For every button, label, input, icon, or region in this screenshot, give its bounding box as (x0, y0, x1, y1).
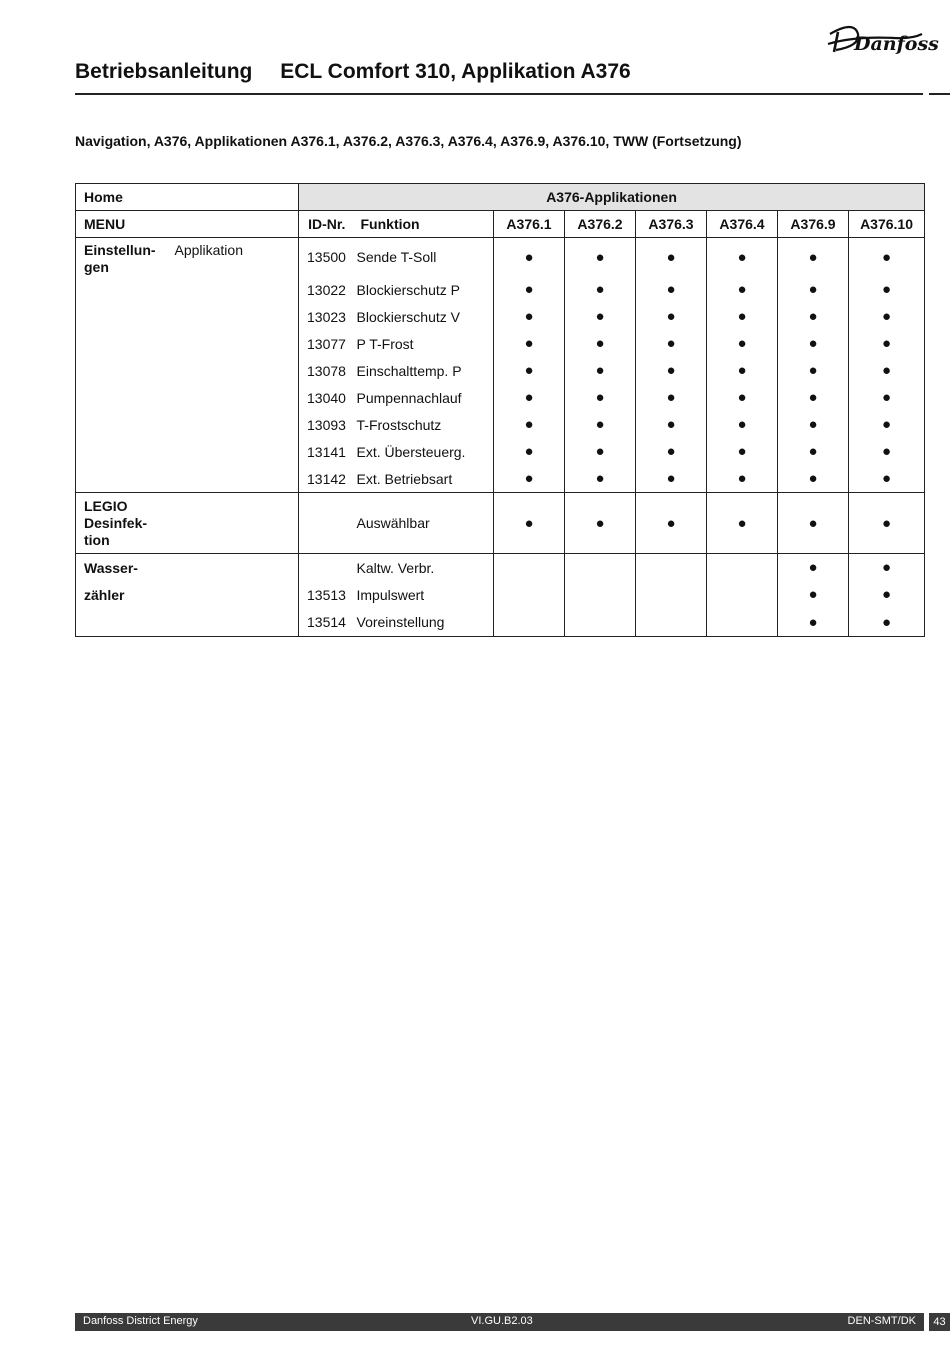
table-row (76, 384, 925, 411)
id-cell: 13142 (307, 470, 346, 487)
empty-cell (167, 357, 299, 384)
bullet-mark: ● (494, 330, 565, 357)
bullet-mark: ● (707, 330, 778, 357)
table-row (76, 330, 925, 357)
function-cell: T-Frostschutz (356, 416, 442, 433)
empty-cell (167, 411, 299, 438)
bullet-mark: ● (849, 608, 925, 637)
bullet-mark: ● (778, 554, 849, 582)
empty-mark (636, 581, 707, 608)
doc-title: Betriebsanleitung (75, 60, 253, 83)
navigation-table (75, 183, 925, 637)
id-cell: 13514 (299, 608, 355, 637)
id-cell (299, 554, 355, 582)
app-col-header: A376.3 (636, 211, 707, 238)
empty-cell (167, 303, 299, 330)
empty-cell (76, 384, 167, 411)
home-label: Home (76, 184, 299, 211)
empty-cell (76, 303, 167, 330)
bullet-mark: ● (494, 493, 565, 554)
bullet-mark: ● (707, 411, 778, 438)
bullet-mark: ● (707, 238, 778, 277)
bullet-mark: ● (636, 438, 707, 465)
empty-cell (76, 438, 167, 465)
empty-cell (167, 276, 299, 303)
bullet-mark: ● (636, 303, 707, 330)
bullet-mark: ● (849, 330, 925, 357)
empty-cell (167, 438, 299, 465)
bullet-mark: ● (707, 493, 778, 554)
bullet-mark: ● (636, 357, 707, 384)
bullet-mark: ● (849, 465, 925, 493)
table-row (76, 238, 925, 277)
footer-department: DEN-SMT/DK (847, 1315, 916, 1327)
bullet-mark: ● (494, 303, 565, 330)
header-rule-tail (929, 93, 950, 95)
bullet-mark: ● (565, 238, 636, 277)
app-col-header: A376.10 (849, 211, 925, 238)
bullet-mark: ● (494, 384, 565, 411)
bullet-mark: ● (778, 276, 849, 303)
function-cell: Ext. Betriebsart (356, 470, 453, 487)
table-row (76, 493, 925, 554)
id-cell: 13500 (299, 238, 355, 277)
id-cell: 13141 (307, 443, 346, 460)
id-cell: 13023 (307, 308, 346, 325)
table-row (76, 581, 925, 608)
empty-cell (167, 608, 299, 637)
function-cell: Auswählbar (355, 493, 494, 554)
empty-cell (76, 330, 167, 357)
bullet-mark: ● (849, 438, 925, 465)
bullet-mark: ● (636, 465, 707, 493)
app-col-header: A376.1 (494, 211, 565, 238)
bullet-mark: ● (778, 303, 849, 330)
id-cell: 13022 (307, 281, 346, 298)
bullet-mark: ● (707, 438, 778, 465)
id-cell: 13513 (307, 586, 346, 603)
empty-mark (707, 554, 778, 582)
bullet-mark: ● (778, 238, 849, 277)
page-header (75, 60, 923, 84)
empty-cell (167, 554, 299, 582)
empty-mark (565, 581, 636, 608)
doc-subtitle: ECL Comfort 310, Applikation A376 (280, 60, 631, 83)
section-title: Navigation, A376, Applikationen A376.1, A376.2, A376.3, A376.4, A376.9, A376.10, TWW (Fortsetzung) (75, 133, 742, 149)
menu-group-label: Wasser- (76, 554, 167, 582)
empty-cell (167, 330, 299, 357)
bullet-mark: ● (707, 384, 778, 411)
menu-label: MENU (76, 211, 299, 238)
empty-cell (167, 384, 299, 411)
menu-group-label: Einstellun- gen (76, 238, 167, 277)
empty-cell (167, 581, 299, 608)
id-cell (299, 493, 355, 554)
footer-company: Danfoss District Energy (83, 1315, 198, 1327)
table-row (76, 276, 925, 303)
bullet-mark: ● (707, 357, 778, 384)
function-cell: Blockierschutz P (356, 281, 460, 298)
bullet-mark: ● (565, 357, 636, 384)
id-cell: 13040 (307, 389, 346, 406)
function-cell: Ext. Übersteuerg. (356, 443, 466, 460)
empty-cell (76, 276, 167, 303)
bullet-mark: ● (778, 438, 849, 465)
bullet-mark: ● (707, 276, 778, 303)
bullet-mark: ● (494, 276, 565, 303)
empty-cell (76, 608, 167, 637)
app-col-header: A376.2 (565, 211, 636, 238)
function-cell: Pumpennachlauf (356, 389, 462, 406)
bullet-mark: ● (565, 411, 636, 438)
page-number: 43 (929, 1313, 950, 1331)
bullet-mark: ● (636, 493, 707, 554)
bullet-mark: ● (565, 493, 636, 554)
table-row (76, 465, 925, 493)
bullet-mark: ● (494, 357, 565, 384)
empty-cell (76, 465, 167, 493)
empty-mark (636, 554, 707, 582)
empty-mark (494, 581, 565, 608)
bullet-mark: ● (636, 330, 707, 357)
bullet-mark: ● (778, 608, 849, 637)
table-row (76, 554, 925, 582)
bullet-mark: ● (636, 276, 707, 303)
bullet-mark: ● (778, 357, 849, 384)
empty-mark (707, 608, 778, 637)
bullet-mark: ● (849, 384, 925, 411)
bullet-mark: ● (849, 493, 925, 554)
bullet-mark: ● (565, 465, 636, 493)
bullet-mark: ● (494, 411, 565, 438)
menu-group-label: zähler (76, 581, 167, 608)
function-cell: Kaltw. Verbr. (355, 554, 494, 582)
header-rule (75, 93, 923, 95)
bullet-mark: ● (849, 554, 925, 582)
danfoss-logo (824, 14, 939, 58)
empty-cell (167, 493, 299, 554)
function-cell: Impulswert (356, 586, 425, 603)
footer-bar (75, 1313, 924, 1331)
empty-mark (636, 608, 707, 637)
bullet-mark: ● (778, 493, 849, 554)
function-cell: Sende T-Soll (355, 238, 494, 277)
bullet-mark: ● (849, 357, 925, 384)
bullet-mark: ● (565, 330, 636, 357)
bullet-mark: ● (636, 384, 707, 411)
bullet-mark: ● (565, 276, 636, 303)
table-row (76, 411, 925, 438)
function-cell: Voreinstellung (355, 608, 494, 637)
bullet-mark: ● (778, 330, 849, 357)
table-row (76, 608, 925, 637)
id-cell: 13077 (307, 335, 346, 352)
submenu-label: Applikation (167, 238, 299, 277)
function-header: Funktion (355, 211, 494, 238)
bullet-mark: ● (849, 238, 925, 277)
app-col-header: A376.4 (707, 211, 778, 238)
bullet-mark: ● (494, 238, 565, 277)
bullet-mark: ● (636, 411, 707, 438)
table-row (76, 303, 925, 330)
bullet-mark: ● (565, 303, 636, 330)
footer-doc-code: VI.GU.B2.03 (471, 1315, 533, 1327)
menu-group-label: LEGIO Desinfek- tion (76, 493, 167, 554)
bullet-mark: ● (636, 238, 707, 277)
svg-text:Danfoss: Danfoss (854, 33, 939, 55)
bullet-mark: ● (778, 581, 849, 608)
bullet-mark: ● (778, 411, 849, 438)
function-cell: Einschalttemp. P (356, 362, 462, 379)
bullet-mark: ● (849, 411, 925, 438)
header-row-menu (76, 211, 925, 238)
app-col-header: A376.9 (778, 211, 849, 238)
bullet-mark: ● (494, 465, 565, 493)
function-cell: P T-Frost (356, 335, 414, 352)
bullet-mark: ● (565, 384, 636, 411)
id-header: ID-Nr. (299, 211, 355, 238)
empty-mark (565, 608, 636, 637)
empty-mark (707, 581, 778, 608)
empty-cell (76, 357, 167, 384)
bullet-mark: ● (707, 465, 778, 493)
empty-cell (76, 411, 167, 438)
bullet-mark: ● (849, 276, 925, 303)
bullet-mark: ● (849, 581, 925, 608)
table-row (76, 438, 925, 465)
bullet-mark: ● (778, 384, 849, 411)
empty-mark (565, 554, 636, 582)
id-cell: 13078 (307, 362, 346, 379)
apps-header: A376-Applikationen (299, 184, 925, 211)
empty-mark (494, 608, 565, 637)
id-cell: 13093 (307, 416, 346, 433)
bullet-mark: ● (778, 465, 849, 493)
empty-cell (167, 465, 299, 493)
bullet-mark: ● (565, 438, 636, 465)
header-row-home (76, 184, 925, 211)
bullet-mark: ● (494, 438, 565, 465)
bullet-mark: ● (849, 303, 925, 330)
table-row (76, 357, 925, 384)
bullet-mark: ● (707, 303, 778, 330)
function-cell: Blockierschutz V (356, 308, 460, 325)
empty-mark (494, 554, 565, 582)
